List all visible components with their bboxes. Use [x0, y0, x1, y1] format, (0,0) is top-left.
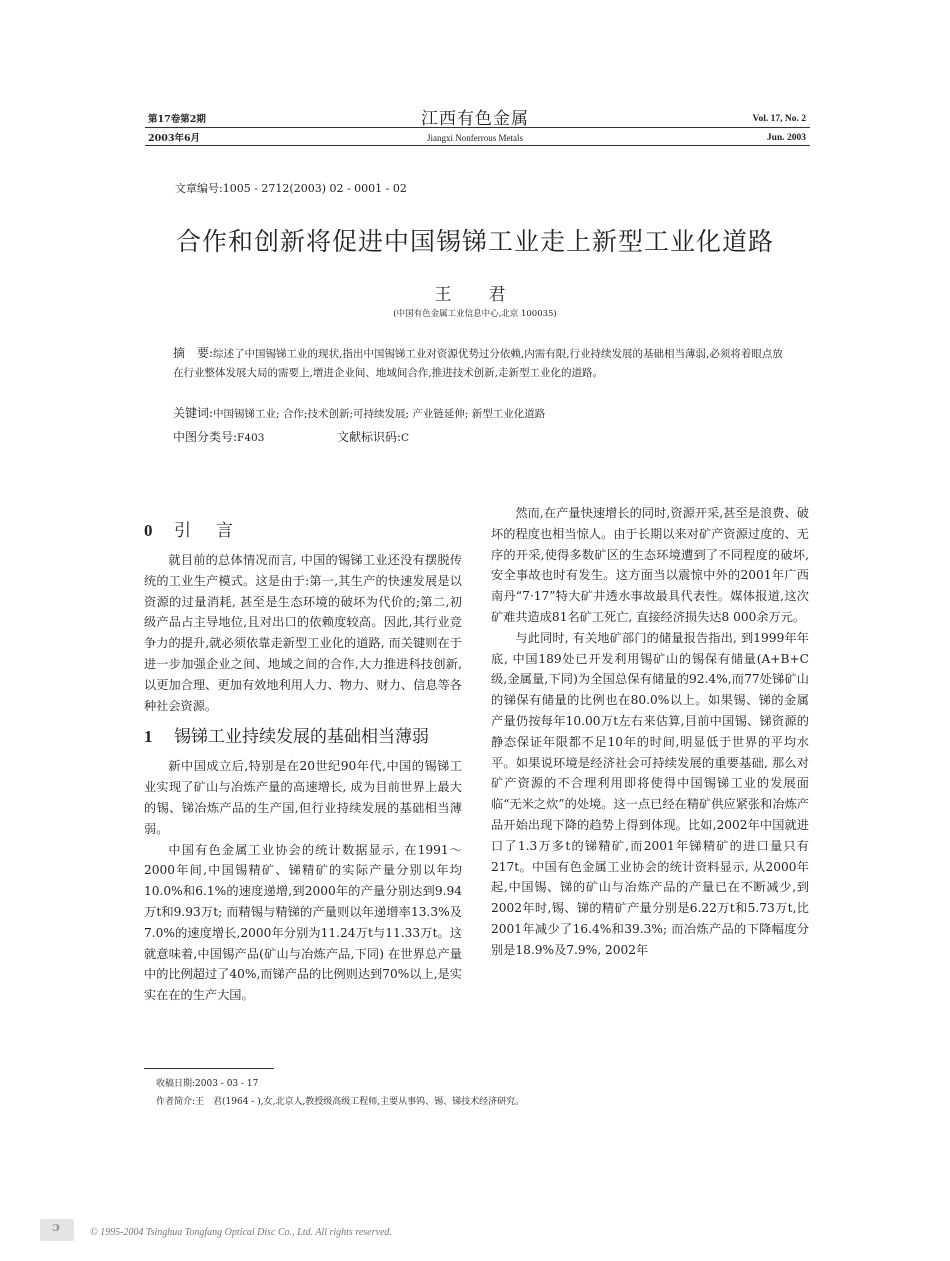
clc-value: F403	[237, 432, 265, 444]
doc-code-value: C	[401, 432, 410, 444]
left-column	[144, 514, 462, 1006]
abstract-label: 摘 要:	[173, 346, 214, 360]
document-code	[337, 428, 409, 445]
paragraph: 与此同时, 有关地矿部门的储量报告指出, 到1999年年底, 中国189处已开发利用锡矿山的锡保有储量(A+B+C级,金属量,下同)为全国总保有储量的92.4%,而77处锑矿山的锑保有储量的比例也在80.0%以上。如果锡、锑的金属产量仍按每年10.00万t左右来估算,目前中国锡、锑资源的静态保证年限都不足10年的时间,明显低于世界的平均水平。如果说环境是经济社会可持续发展的重要基础, 那么对矿产资源的不合理利用即将使得中国锡锑工业的发展面临“无米之炊”的处境。这一点已经在精矿供应紧张和冶炼产品开始出现下降的趋势上得到体现。比如,2002年中国就进口了1.3万多t的锑精矿,而2001年锑精矿的进口量只有217t。中国有色金属工业协会的统计资料显示, 从2000年起,中国锡、锑的矿山与冶炼产品的产量已在不断减少,到2002年时,锡、锑的精矿产量分别是6.22万t和5.73万t,比2001年减少了16.4%和39.3%; 而冶炼产品的下降幅度分别是18.9%及7.9%, 2002年	[491, 630, 809, 957]
paragraph: 然而,在产量快速增长的同时,资源开采,甚至是浪费、破坏的程度也相当惊人。由于长期以来对矿产资源过度的、无序的开采,使得多数矿区的生态环境遭到了不同程度的破坏, 安全事故也时有发生。这方面当以震惊中外的2001年广西南丹“7·17”特大矿井透水事故最具代表性。媒体报道,这次矿难共造成81名矿工死亡, 直接经济损失达8 000余万元。	[491, 506, 809, 624]
paragraph: 中国有色金属工业协会的统计数据显示, 在1991～2000年间,中国锡精矿、锑精矿的实际产量分别以年均10.0%和6.1%的速度递增,到2000年的产量分别达到9.94万t和9.93万t; 而精锡与精锑的产量则以年递增率13.3%及7.0%的速度增长,2000年分别为11.24万t与11.33万t。这就意味着,中国锡产品(矿山与冶炼产品,下同) 在世界总产量中的比例超过了40%,而锑产品的比例则达到70%以上,是实实在在的生产大国。	[144, 842, 462, 1003]
paragraph: 新中国成立后,特别是在20世纪90年代,中国的锡锑工业实现了矿山与冶炼产量的高速增长, 成为目前世界上最大的锡、锑冶炼产品的生产国,但行业持续发展的基础相当薄弱。	[144, 759, 462, 836]
footnote-received: 收稿日期:2003 - 03 - 17	[156, 1079, 259, 1089]
section-title: 引 言	[174, 521, 237, 541]
keywords-label: 关键词:	[173, 406, 214, 420]
article-number: 文章编号:1005 - 2712(2003) 02 - 0001 - 02	[175, 182, 407, 195]
header-left	[148, 110, 206, 148]
section-number: 1	[144, 727, 153, 747]
paragraph: 就目前的总体情况而言, 中国的锡锑工业还没有摆脱传统的工业生产模式。这是由于:第一,其生产的快速发展是以资源的过量消耗, 甚至是生态环境的破坏为代价的;第二,初级产品占主导地位,且对出口的依赖度较高。因此,其行业竞争力的提升,就必须依靠走新型工业化的道路, 而关键则在于进一步加强企业之间、地域之间的合作,大力推进科技创新,以更加合理、更加有效地利用人力、物力、财力、信息等各种社会资源。	[144, 553, 462, 713]
publisher-logo: ɔ	[40, 1219, 74, 1241]
author-name: 王 君	[434, 285, 516, 305]
keywords-text: 中国锡锑工业; 合作;技术创新;可持续发展; 产业链延伸; 新型工业化道路	[213, 408, 546, 420]
section-heading-0	[144, 518, 462, 544]
section-number: 0	[144, 521, 153, 540]
page-title: 合作和创新将促进中国锡锑工业走上新型工业化道路	[175, 227, 774, 256]
abstract	[173, 344, 783, 382]
footnote-author-bio: 作者简介:王 君(1964 - ),女,北京人,教授级高级工程师,主要从事钨、锡、锑技术经济研究。	[156, 1097, 525, 1107]
journal-title-en: Jiangxi Nonferrous Metals	[427, 133, 523, 143]
section-heading-1	[144, 724, 462, 750]
footnote-rule	[144, 1068, 274, 1069]
header-rule-top	[145, 127, 810, 128]
keywords	[173, 404, 783, 423]
right-column	[491, 503, 809, 961]
date-en: Jun. 2003	[766, 133, 806, 143]
copyright-notice: © 1995-2004 Tsinghua Tongfang Optical Disc Co., Ltd. All rights reserved.	[90, 1227, 392, 1238]
header-rule-bottom	[145, 145, 810, 146]
journal-title-cn: 江西有色金属	[421, 109, 529, 129]
journal-masthead	[380, 104, 570, 143]
header-right	[753, 110, 807, 148]
section-title: 锡锑工业持续发展的基础相当薄弱	[174, 727, 429, 748]
volume-en: Vol. 17, No. 2	[752, 114, 806, 124]
author-affiliation: (中国有色金属工业信息中心,北京 100035)	[393, 309, 557, 319]
doc-code-label: 文献标识码:	[337, 430, 402, 444]
clc-label: 中图分类号:	[173, 430, 238, 444]
abstract-text: 综述了中国锡锑工业的现状,指出中国锡锑工业对资源优势过分依赖,内需有限,行业持续发展的基础相当薄弱,必须将着眼点放在行业整体发展大局的需要上,增进企业间、地域间合作,推进技术创新,走新型工业化的道路。	[173, 348, 783, 379]
clc-number	[173, 428, 264, 445]
date-cn: 2003年6月	[148, 133, 201, 144]
volume-cn: 第17卷第2期	[148, 114, 206, 125]
